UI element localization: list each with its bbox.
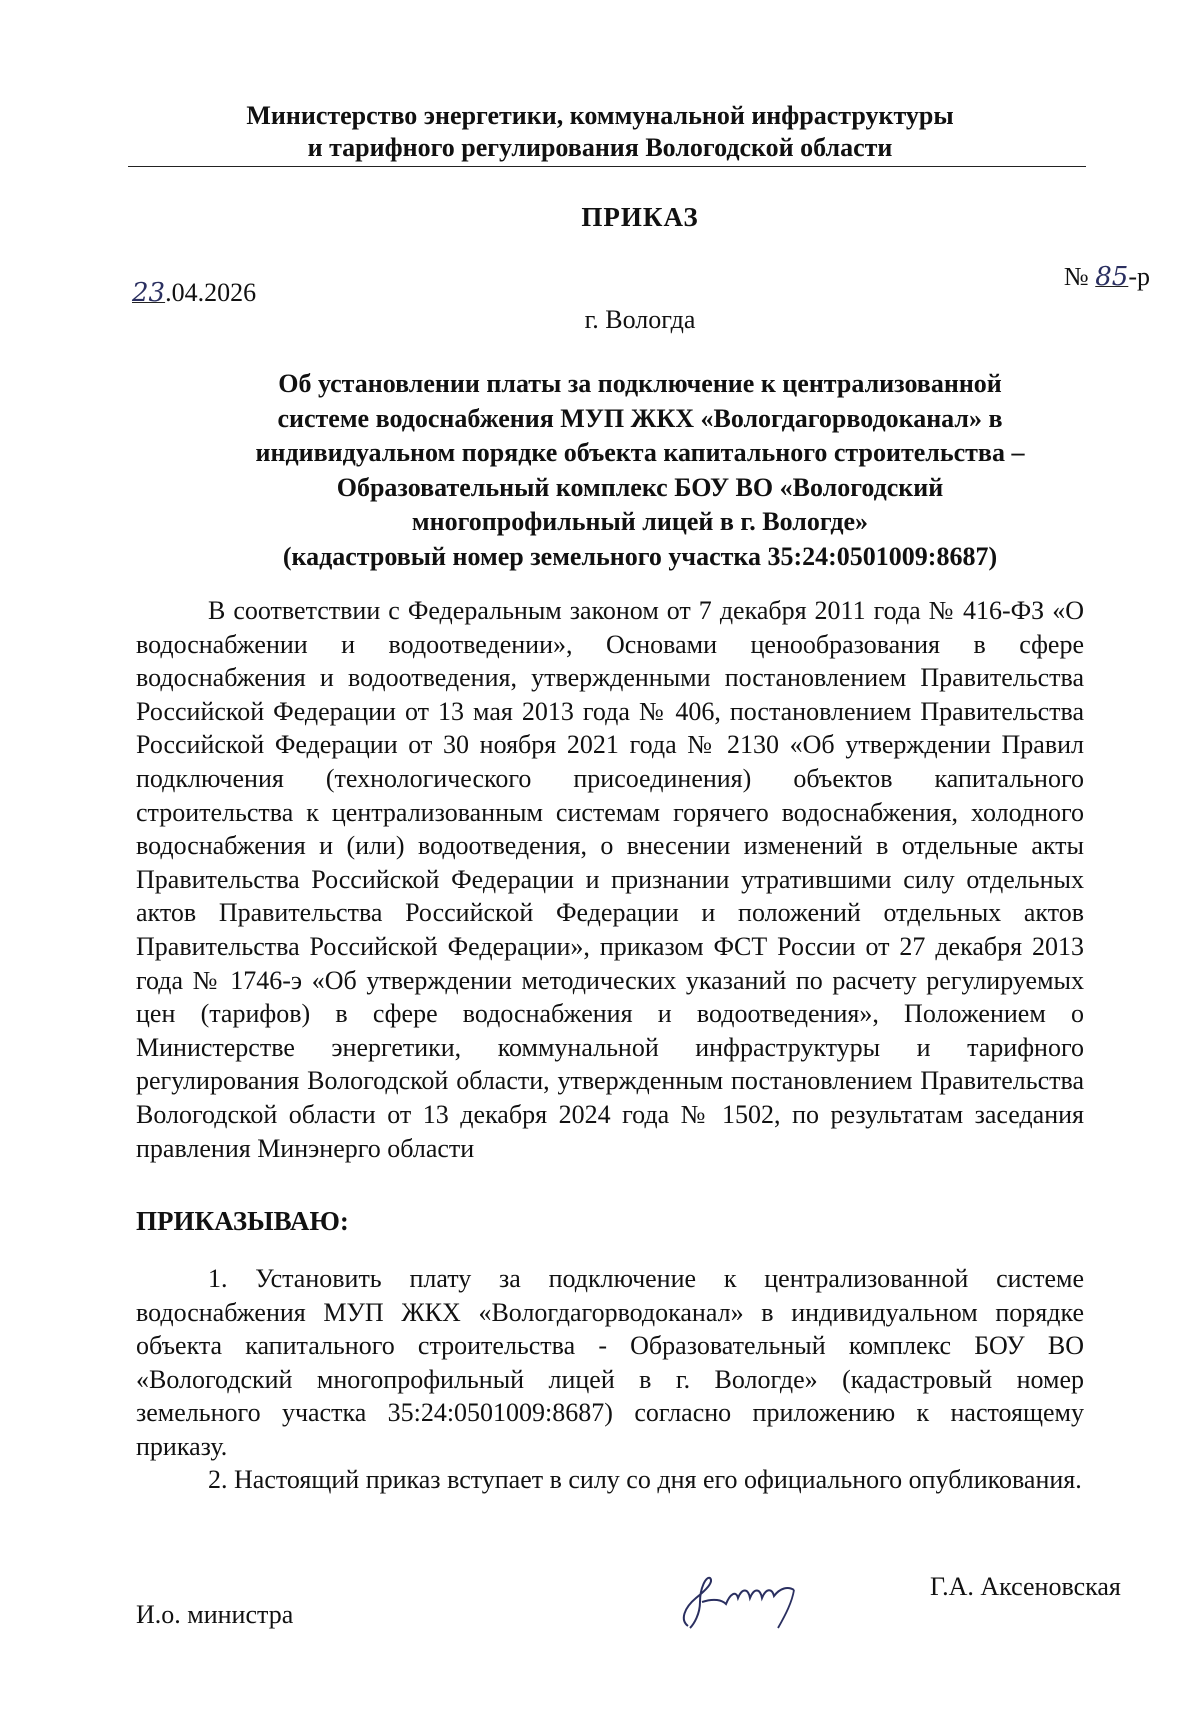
ministry-line-2: и тарифного регулирования Вологодской области [307,133,893,162]
subject-line: Об установлении платы за подключение к централизованной [278,369,1002,398]
document-subject [200,367,1080,574]
document-city: г. Вологда [584,305,696,334]
preamble-paragraph: В соответствии с Федеральным законом от 7 декабря 2011 года № 416-ФЗ «О водоснабжении и водоотведении», Основами ценообразования в сфере водоснабжения и водоотведения, утвержденными постановлением Правительства Российской Федерации от 13 мая 2013 года № 406, постановлением Правительства Российской Федерации от 30 ноября 2021 года № 2130 «Об утверждении Правил подключения (технологического присоединения) объектов капитального строительства к централизованным системам горячего водоснабжения, холодного водоснабжения и (или) водоотведения, о внесении изменений в отдельные акты Правительства Российской Федерации и признании утратившими силу отдельных актов Правительства Российской Федерации и положений отдельных актов Правительства Российской Федерации», приказом ФСТ России от 27 декабря 2013 года № 1746-э «Об утверждении методических указаний по расчету регулируемых цен (тарифов) в сфере водоснабжения и водоотведения», Положением о Министерстве энергетики, коммунальной инфраструктуры и тарифного регулирования Вологодской области, утвержденным постановлением Правительства Вологодской области от 13 декабря 2024 года № 1502, по результатам заседания правления Минэнерго области [136,596,1084,1163]
document-number [1064,262,1150,292]
handwritten-number: 85 [1095,262,1129,292]
subject-line: Образовательный комплекс БОУ ВО «Вологодский [336,472,944,502]
order-item-2: 2. Настоящий приказ вступает в силу со дня его официального опубликования. [208,1465,1082,1494]
date-rest: .04.2026 [165,278,257,307]
subject-line: индивидуальном порядке объекта капитального строительства – [255,438,1025,467]
document-type: ПРИКАЗ [581,202,699,232]
number-prefix: № [1063,262,1096,291]
signer-position: И.о. министра [136,1600,294,1629]
handwritten-day: 23 [132,278,166,308]
number-suffix: -р [1128,262,1150,291]
signer-name: Г.А. Аксеновская [930,1572,1121,1601]
document-date [132,278,256,308]
ministry-header [120,100,1080,164]
subject-line: (кадастровый номер земельного участка 35:24:0501009:8687) [282,541,998,571]
signature-graphic [670,1568,820,1638]
ministry-line-1: Министерство энергетики, коммунальной инфраструктуры [246,101,954,130]
subject-line: многопрофильный лицей в г. Вологде» [411,507,869,536]
order-item-1: 1. Установить плату за подключение к централизованной системе водоснабжения МУП ЖКХ «Вологдагорводоканал» в индивидуальном порядке объекта капитального строительства - Образовательный комплекс БОУ ВО «Вологодский многопрофильный лицей в г. Вологде» (кадастровый номер земельного участка 35:24:0501009:8687) согласно приложению к настоящему приказу. [136,1264,1084,1461]
handwritten-signature [670,1568,820,1643]
subject-line: системе водоснабжения МУП ЖКХ «Вологдагорводоканал» в [277,403,1003,433]
order-items [136,1262,1084,1497]
preamble-block [136,594,1084,1165]
header-divider [128,166,1086,167]
order-word: ПРИКАЗЫВАЮ: [136,1206,349,1236]
